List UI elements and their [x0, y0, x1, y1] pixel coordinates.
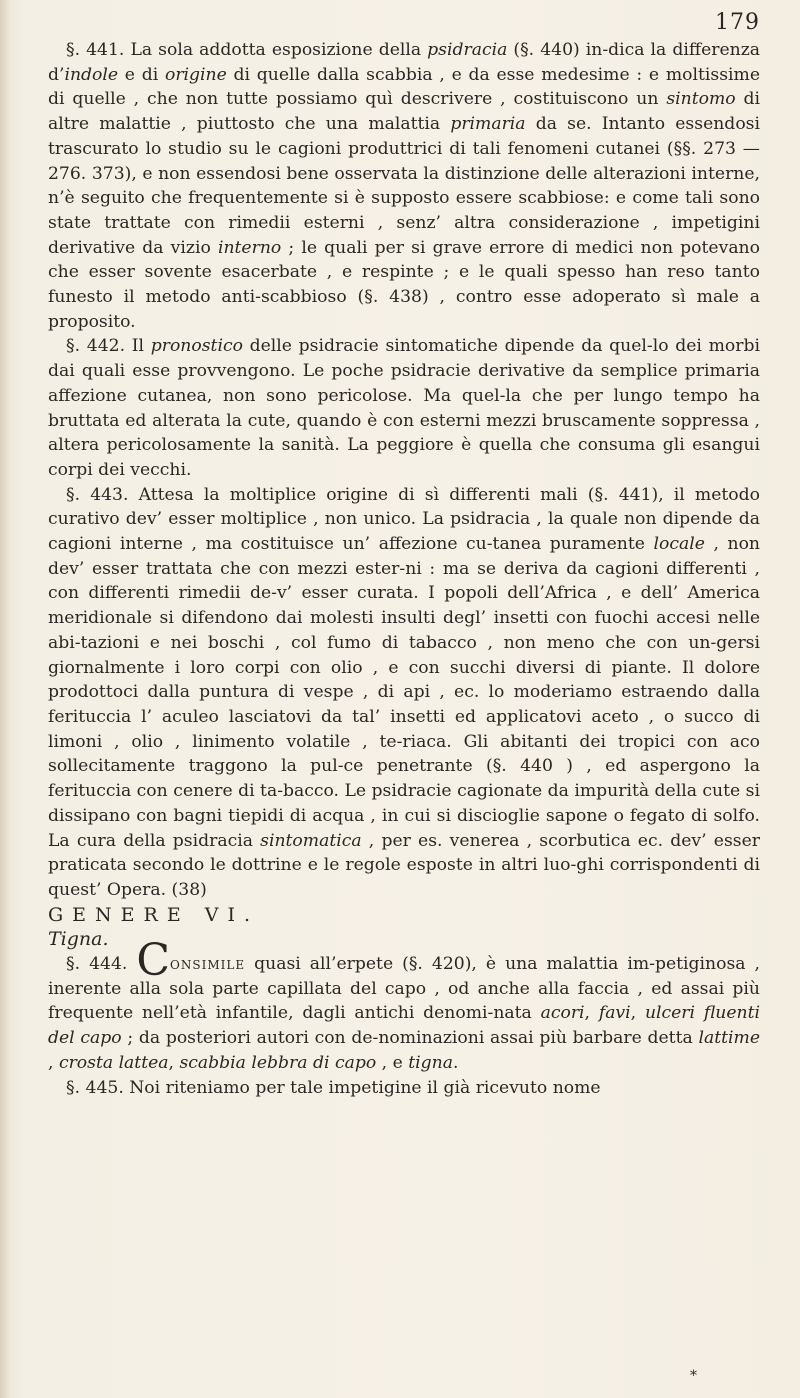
text-run: ,: [48, 1052, 59, 1073]
section-number: §. 444.: [66, 954, 128, 975]
paragraph-445: [48, 1076, 760, 1101]
italic-term: acori: [540, 1003, 585, 1024]
italic-term: scabbia lebbra di capo: [179, 1052, 377, 1073]
section-number: §. 442.: [66, 336, 126, 357]
text-run: ; da posteriori autori con de-nominazioni assai più barbare detta: [121, 1028, 699, 1049]
text-run: Attesa la moltiplice origine di sì differenti mali (§. 441), il metodo curativo dev’ esser moltiplice , non unico. La psidracia , la quale non dipende da cagioni interne , ma costituisce un’ affezione cu-tanea puramente: [48, 484, 761, 555]
text-run: Il: [125, 336, 151, 357]
italic-term: tigna: [408, 1052, 453, 1073]
text-run: (§. 440) in-dica la differenza d’: [48, 40, 760, 85]
text-run: ,: [584, 1003, 599, 1024]
text-run: , non dev’ esser trattata che con mezzi ester-ni : ma se deriva da cagioni differenti , con differenti rimedii de-v’ esser curata. I popoli dell’Africa , e dell’ America meridionale si difendono dai molesti insulti degl’ insetti con fuochi accesi nelle abi-tazioni e nei boschi , col fumo di tabacco , non meno che con un-gersi giornalmente i loro corpi con olio , e con succhi diversi di piante. Il dolore prodottoci dalla puntura di vespe , di api , ec. lo moderiamo estraendo dalla ferituccia l’ aculeo lasciatovi da tal’ insetti ed applicatovi aceto , o succo di limoni , olio , linimento volatile , te-riaca. Gli abitanti dei tropici con aco sollecitamente traggono la pul-ce penetrante (§. 440 ) , ed aspergono la ferituccia con cenere di ta-bacco. Le psidracie cagionate da impurità della cute si dissipano con bagni tiepidi di acqua , in cui si discioglie sapone o fegato di solfo. La cura della psidracia: [48, 534, 760, 851]
text-run: di altre malattie , piuttosto che una malattia: [48, 89, 760, 135]
italic-term: origine: [164, 64, 227, 85]
italic-term: lattime: [698, 1028, 760, 1049]
italic-term: interno: [217, 237, 282, 258]
text-run: ,: [168, 1052, 180, 1073]
page-number: 179: [715, 10, 760, 35]
paragraph-443: [48, 483, 760, 903]
binding-edge: [0, 0, 10, 1398]
italic-term: sintomo: [666, 89, 736, 110]
italic-term: sintomatica: [260, 830, 362, 851]
heading-tigna: Tigna.: [48, 928, 109, 951]
text-run: e di: [118, 64, 165, 85]
signature-mark: *: [690, 1368, 697, 1384]
paragraph-444: [48, 935, 761, 1076]
text-run: ; le quali per si grave errore di medici non potevano che esser sovente esacerbate , e respinte ; e le quali spesso han reso tanto funesto il metodo anti-scabbioso (§. 438) , contro esse adoperato sì male a proposito.: [48, 237, 760, 332]
italic-term: pronostico: [150, 336, 243, 357]
text-run: da se. Intanto essendosi trascurato lo studio su le cagioni produttrici di tali fenomeni cutanei (§§. 273 — 276. 373), e non essendosi bene osservata la distinzione delle alterazioni interne, n’è seguito che frequentemente si è supposto essere scabbiose: e come tali sono state trattate con rimedii esterni , senz’ altra considerazione , impetigini derivative da vizio: [48, 114, 760, 258]
text-run: delle psidracie sintomatiche dipende da quel-lo dei morbi dai quali esse provvengono. Le poche psidracie derivative da semplice primaria affezione cutanea, non sono pericolose. Ma quel-la che per lungo tempo ha bruttata ed alterata la cute, quando è con esterni mezzi bruscamente soppressa , altera pericolosamente la sanità. La peggiore è quella che consuma gli esangui corpi dei vecchi.: [48, 336, 760, 480]
text-run: , e: [376, 1052, 409, 1073]
text-run: di quelle dalla scabbia , e da esse medesime : e moltissime di quelle , che non tutte possiamo quì descrivere , costituiscono un: [48, 64, 760, 110]
text-run: La sola addotta esposizione della: [124, 40, 428, 60]
text-run: Noi riteniamo per tale impetigine il già ricevuto nome: [123, 1077, 601, 1098]
italic-term: indole: [64, 64, 119, 85]
heading-genere: GENERE VI.: [48, 903, 260, 926]
paragraph-441: [48, 38, 760, 334]
italic-term: primaria: [450, 114, 526, 135]
text-run: , per es. venerea , scorbutica ec. dev’ esser praticata secondo le dottrine e le regole esposte in altri luo-ghi corrispondenti di quest’ Opera. (38): [48, 830, 760, 900]
text-run: quasi all’erpete (§. 420), è una malattia im-petiginosa , inerente alla sola parte capillata del capo , od anche alla faccia , ed assai più frequente nell’età infantile, dagli antichi denomi-nata: [48, 954, 761, 1024]
paragraph-442: [48, 334, 760, 482]
italic-term: favi: [598, 1003, 631, 1024]
section-number: §. 443.: [66, 484, 129, 505]
body-text: [48, 38, 760, 1100]
small-caps-word: onsimile: [170, 954, 246, 975]
text-run: ,: [630, 1003, 645, 1024]
section-number: §. 441.: [66, 40, 125, 60]
section-number: §. 445.: [66, 1077, 124, 1098]
italic-term: psidracia: [427, 40, 508, 60]
italic-term: crosta lattea: [58, 1052, 169, 1073]
text-run: .: [452, 1052, 459, 1073]
italic-term: ulceri fluenti del capo: [48, 1003, 760, 1049]
drop-cap: C: [136, 935, 171, 987]
italic-term: locale: [653, 534, 705, 555]
